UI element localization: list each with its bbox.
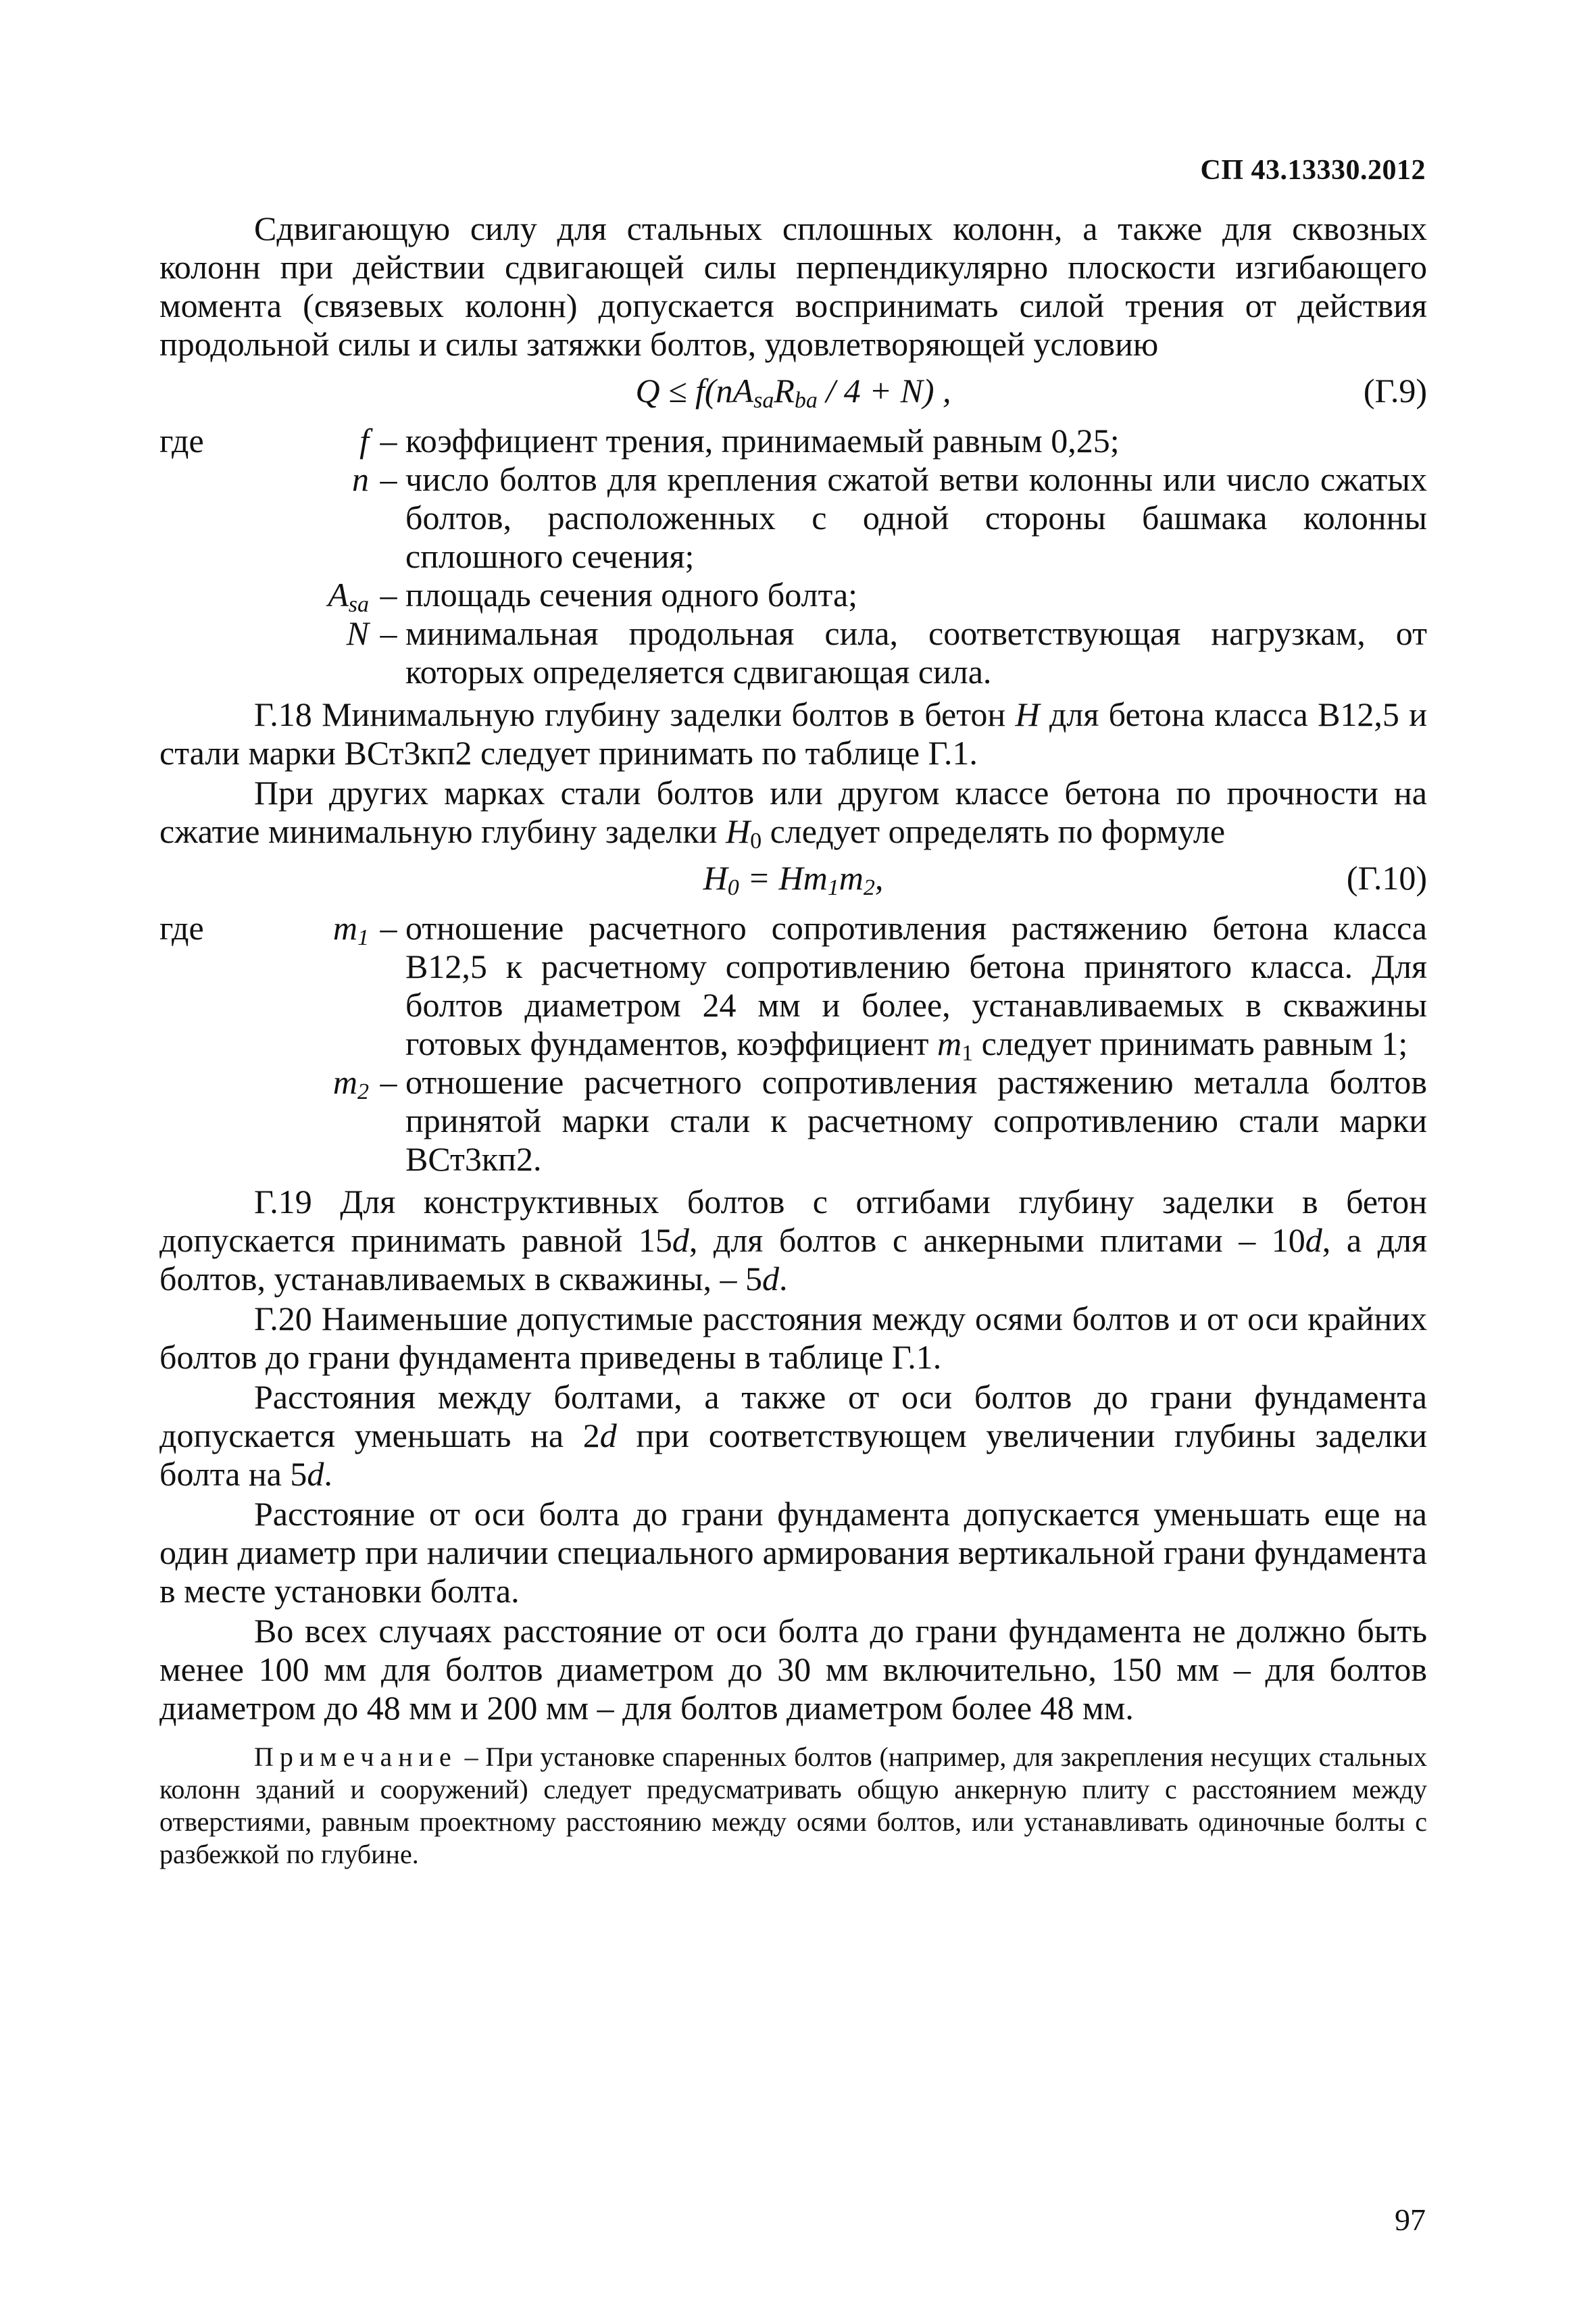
definitions-g10 — [159, 909, 1427, 1179]
note — [159, 1741, 1427, 1871]
formula-g10-number: (Г.10) — [1346, 859, 1427, 897]
definition-m1-text: отношение расчетного сопротивления растяжению бетона класса В12,5 к расчетному сопротивлению бетона принятого класса. Для болтов диаметром 24 мм и более, устанавливаемых в скважины готовых фундаментов, коэффициент $m_1$ следует принимать равным 1; — [405, 909, 1427, 1066]
document-body — [159, 210, 1427, 1898]
document-code: СП 43.13330.2012 — [1200, 155, 1426, 186]
definition-n: n – число болтов для крепления сжатой ветви колонны или число сжатых болтов, расположенных с одной стороны башмака колонны сплошного сечения; — [159, 460, 1427, 576]
paragraph-distances: Расстояния между болтами, а также от оси болтов до грани фундамента допускается уменьшать на 2d при соответствующем увеличении глубины заделки болта на 5d. — [159, 1378, 1428, 1493]
formula-g9-number: (Г.9) — [1363, 372, 1427, 410]
note-label: Примечание — [254, 1742, 457, 1772]
definitions-g9 — [159, 422, 1427, 691]
definition-n-text: число болтов для крепления сжатой ветви колонны или число сжатых болтов, расположенных с одной стороны башмака колонны сплошного сечения; — [405, 460, 1427, 575]
page-number: 97 — [1395, 2202, 1426, 2237]
formula-g10-expression: $H_0 = Hm_1m_2$, — [703, 859, 884, 900]
definition-N: N – минимальная продольная сила, соответствующая нагрузкам, от которых определяется сдвигающая сила. — [159, 614, 1427, 691]
definition-m1: где $m_1$ – отношение расчетного сопротивления растяжению бетона класса В12,5 к расчетному сопротивлению бетона принятого класса. Для болтов диаметром 24 мм и более, устанавливаемых в скважины готовых фундаментов, коэффициент $m_1$ следует принимать равным 1; — [159, 909, 1427, 1066]
symbol-m1: $m_1$ — [332, 909, 369, 950]
paragraph-g20: Г.20 Наименьшие допустимые расстояния между осями болтов и от оси крайних болтов до грани фундамента приведены в таблице Г.1. — [159, 1300, 1427, 1376]
paragraph-intro: Сдвигающую силу для стальных сплошных колонн, а также для сквозных колонн при действии сдвигающей силы перпендикулярно плоскости изгибающего момента (связевых колонн) допускается воспринимать силой трения от действия продольной силы и силы затяжки болтов, удовлетворяющей условию — [159, 210, 1427, 363]
symbol-asa: $A_{sa}$ — [328, 576, 369, 617]
symbol-n: n — [352, 460, 369, 498]
formula-g9-expression: $Q \le f(nA_{sa}R_{ba} / 4 + N)$ , — [635, 372, 951, 413]
definition-f: где f – коэффициент трения, принимаемый равным 0,25; — [159, 422, 1427, 460]
formula-g10 — [159, 859, 1427, 900]
symbol-N: N — [346, 614, 369, 652]
paragraph-other-grades: При других марках стали болтов или другом классе бетона по прочности на сжатие минимальную глубину заделки $H_0$ следует определять по формуле — [159, 774, 1427, 854]
definition-asa: $A_{sa}$ – площадь сечения одного болта; — [159, 576, 1427, 614]
definition-N-text: минимальная продольная сила, соответствующая нагрузкам, от которых определяется сдвигающая сила. — [405, 614, 1427, 691]
paragraph-g18: Г.18 Минимальную глубину заделки болтов в бетон H для бетона класса В12,5 и стали марки ВСт3кп2 следует принимать по таблице Г.1. — [159, 695, 1428, 772]
definition-asa-text: площадь сечения одного болта; — [405, 576, 858, 614]
paragraph-edge-distance: Расстояние от оси болта до грани фундамента допускается уменьшать еще на один диаметр при наличии специального армирования вертикальной грани фундамента в месте установки болта. — [159, 1495, 1427, 1610]
definition-m2-text: отношение расчетного сопротивления растяжению металла болтов принятой марки стали к расчетному сопротивлению стали марки ВСт3кп2. — [405, 1063, 1427, 1178]
symbol-f: f — [359, 422, 369, 460]
formula-g9 — [159, 372, 1427, 412]
note-text: – При установке спаренных болтов (например, для закрепления несущих стальных колонн зданий и сооружений) следует предусматривать общую анкерную плиту с расстоянием между отверстиями, равным проектному расстоянию между осями болтов, или устанавливать одиночные болты с разбежкой по глубине. — [159, 1742, 1427, 1869]
definition-m2: $m_2$ – отношение расчетного сопротивления растяжению металла болтов принятой марки стали к расчетному сопротивлению стали марки ВСт3кп2. — [159, 1063, 1427, 1179]
paragraph-g19: Г.19 Для конструктивных болтов с отгибами глубину заделки в бетон допускается принимать равной 15d, для болтов с анкерными плитами – 10d, а для болтов, устанавливаемых в скважины, – 5d. — [159, 1183, 1427, 1298]
where-label: где — [159, 422, 204, 460]
where-label: где — [159, 909, 204, 947]
symbol-m2: $m_2$ — [332, 1063, 369, 1104]
definition-f-text: коэффициент трения, принимаемый равным 0,25; — [405, 422, 1120, 460]
paragraph-all-cases: Во всех случаях расстояние от оси болта до грани фундамента не должно быть менее 100 мм для болтов диаметром до 30 мм включительно, 150 мм – для болтов диаметром до 48 мм и 200 мм – для болтов диаметром более 48 мм. — [159, 1612, 1427, 1727]
